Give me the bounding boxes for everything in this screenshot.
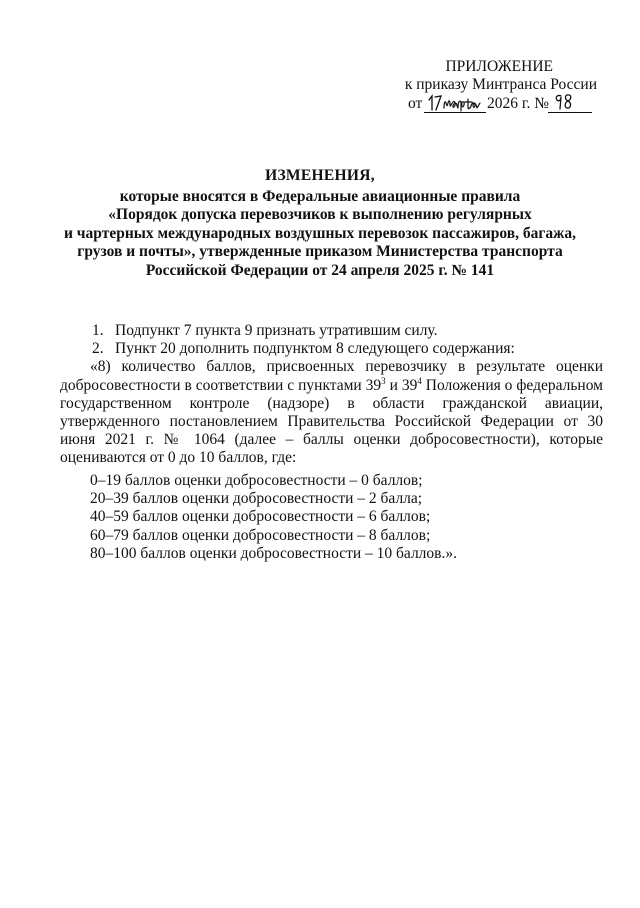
date-underline bbox=[424, 112, 486, 113]
para-text-part2: и 39 bbox=[385, 376, 418, 394]
score-item: 40–59 баллов оценки добросовестности – 6 баллов; bbox=[90, 508, 431, 526]
date-prefix: от bbox=[408, 95, 423, 112]
document-title bbox=[60, 167, 580, 280]
appendix-header bbox=[400, 58, 605, 115]
superscript: 3 bbox=[381, 375, 386, 386]
item-number: 2. bbox=[92, 340, 104, 358]
appendix-order-ref: к приказу Минтранса России bbox=[404, 76, 597, 93]
item-number: 1. bbox=[92, 322, 104, 339]
subparagraph-8 bbox=[60, 358, 603, 467]
title-line: которые вносятся в Федеральные авиационные правила bbox=[119, 187, 521, 205]
score-item: 0–19 баллов оценки добросовестности – 0 баллов; bbox=[90, 471, 423, 489]
document-body bbox=[60, 322, 603, 564]
title-line: и чартерных международных воздушных перевозок пассажиров, багажа, bbox=[64, 224, 576, 242]
item-text: Пункт 20 дополнить подпунктом 8 следующего содержания: bbox=[115, 340, 515, 358]
appendix-date-line bbox=[400, 95, 605, 115]
score-item: 80–100 баллов оценки добросовестности – 10 баллов.». bbox=[90, 545, 457, 563]
score-item: 20–39 баллов оценки добросовестности – 2 балла; bbox=[90, 490, 423, 508]
score-item: 60–79 баллов оценки добросовестности – 8 баллов; bbox=[90, 526, 431, 544]
para-text-part1: «8) количество баллов, присвоенных перевозчику в результате оценки добросовестности в соответствии с пунктами 39 bbox=[60, 358, 603, 394]
item-text: Подпункт 7 пункта 9 признать утратившим силу. bbox=[115, 322, 438, 339]
para-text-part3: Положения о федеральном государственном контроле (надзоре) в области гражданской авиации, утвержденного постановлением Правительства Российской Федерации от 30 июня 2021 г. № 1064 (далее – баллы оценки добросовестности), которые оцениваются от 0 до 10 баллов, где: bbox=[60, 376, 603, 467]
number-underline bbox=[548, 112, 592, 113]
title-line: Российской Федерации от 24 апреля 2025 г. № 141 bbox=[145, 261, 495, 279]
title-line: «Порядок допуска перевозчиков к выполнению регулярных bbox=[108, 206, 532, 223]
score-list bbox=[60, 472, 603, 564]
handwritten-date bbox=[427, 91, 483, 113]
appendix-title: ПРИЛОЖЕНИЕ bbox=[445, 58, 553, 75]
year-and-number-label: 2026 г. № bbox=[487, 95, 550, 112]
list-item bbox=[60, 340, 603, 358]
title-line: грузов и почты», утвержденные приказом Министерства транспорта bbox=[77, 243, 563, 260]
title-heading: ИЗМЕНЕНИЯ, bbox=[265, 167, 375, 184]
superscript: 4 bbox=[417, 375, 422, 386]
list-item bbox=[60, 322, 603, 340]
handwritten-number bbox=[553, 90, 575, 112]
